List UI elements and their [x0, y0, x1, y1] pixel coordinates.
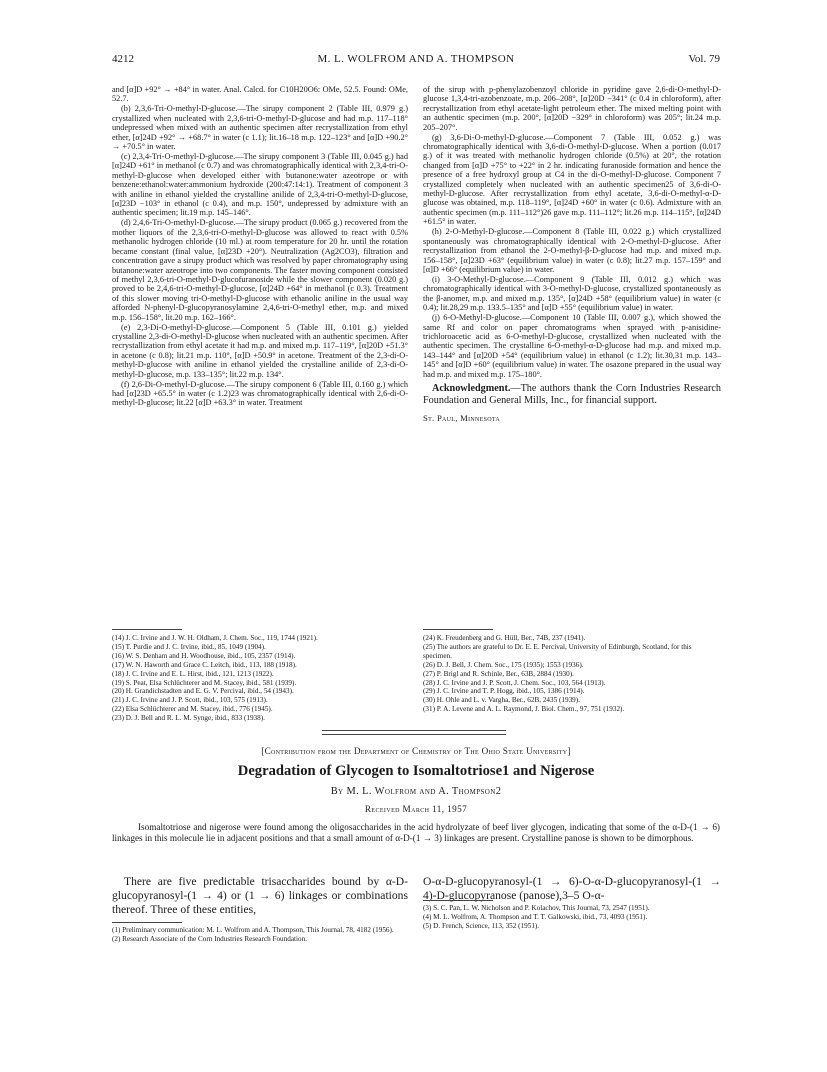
footnotes-left: [112, 634, 408, 723]
footnote: (4) M. L. Wolfrom, A. Thompson and T. T. Galkowski, ibid., 73, 4093 (1951).: [423, 912, 648, 921]
paragraph: (d) 2,4,6-Tri-O-methyl-D-glucose.—The sirupy product (0.065 g.) recovered from the mother liquors of the 2,3,6-tri-O-methyl-D-glucose was allowed to react with 0.5% methanolic hydrogen chloride (10 ml.) at room temperature for 20 hr. until the rotation became constant (final value, [α]23D +20°). Neutralization (Ag2CO3), filtration and concentration gave a sirupy product which was resolved by paper chromatography using butanone:water azeotrope into two components. The faster moving component consisted of methyl 2,3,6-tri-O-methyl-D-glucofuranoside while the slower component (0.020 g.) proved to be 2,4,6-tri-O-methyl-D-glucose, [α]24D +64° in methanol (c 0.3). Treatment of this slower moving tri-O-methyl-D-glucose with ethanolic aniline in the usual way afforded N-phenyl-D-glucopyranosylamine 2,4,6-tri-O-methyl ether, m.p. and mixed m.p. 156–158°, lit.20 m.p. 162–166°.: [112, 218, 408, 322]
acknowledgment-heading: Acknowledgment.: [432, 382, 511, 394]
paragraph: (g) 3,6-Di-O-methyl-D-glucose.—Component 7 (Table III, 0.052 g.) was chromatographically identical with 3,6-di-O-methyl-D-glucose. When a portion (0.017 g.) of it was treated with methanolic hydrogen chloride (0.5%) at 20°, the rotation changed from [α]D +75° to +22° in 2 hr. indicating furanoside formation and hence the presence of a free hydroxyl group at C4 in the di-O-methyl-D-glucose. Component 7 crystallized completely when nucleated with an authentic specimen25 of 3,6-di-O-methyl-D-glucose. After recrystallization from ethyl acetate, 3,6-di-O-methyl-α-D-glucose was obtained, m.p. 118–119°, [α]24D +60° in water (c 0.6). Admixture with an authentic specimen (m.p. 111–112°)26 gave m.p. 111–112°; lit.26 m.p. 114–115°, [α]24D +61.5° in water.: [423, 132, 721, 227]
footnote: (25) The authors are grateful to Dr. E. E. Percival, University of Edinburgh, Scotland, for this specimen.: [423, 642, 692, 660]
footnote: (21) J. C. Irvine and J. P. Scott, ibid., 103, 575 (1913).: [112, 696, 268, 705]
section-divider: [322, 730, 506, 735]
contribution-line: [Contribution from the Department of Chemistry of The Ohio State University]: [261, 746, 571, 756]
paragraph: (e) 2,3-Di-O-methyl-D-glucose.—Component 5 (Table III, 0.101 g.) yielded crystalline 2,3-di-O-methyl-D-glucose when nucleated with an authentic specimen. After recrystallization from ethyl acetate it had m.p. and mixed m.p. 117–119°, [α]20D +51.3° in acetone (c 0.8); lit.21 m.p. 110°, [α]D +50.9° in acetone. Treatment of the 2,3-di-O-methyl-D-glucose with aniline in ethanol yielded the crystalline anilide of 2,3-di-O-methyl-D-glucose, m.p. 133–135°; lit.22 m.p. 134°.: [112, 322, 408, 379]
article-authors: By M. L. Wolfrom and A. Thompson2: [330, 786, 502, 797]
paragraph: and [α]D +92° → +84° in water. Anal. Calcd. for C10H20O6: OMe, 52.5. Found: OMe, 52.7.: [112, 85, 408, 104]
footnote: (1) Preliminary communication: M. L. Wolfrom and A. Thompson, This Journal, 78, 4182 (1956).: [112, 926, 394, 934]
footnote-rule: [423, 629, 493, 630]
received-date: Received March 11, 1957: [364, 804, 468, 814]
footnote: (3) S. C. Pan, L. W. Nicholson and P. Kolachov, This Journal, 73, 2547 (1951).: [423, 904, 650, 912]
paragraph: (h) 2-O-Methyl-D-glucose.—Component 8 (Table III, 0.022 g.) which crystallized spontaneously was chromatographically identical with 2-O-methyl-D-glucose. After recrystallization from ethanol the 2-O-methyl-β-D-glucose had m.p. and mixed m.p. 156–158°, [α]23D +63° (equilibrium value) in water (c 0.8); lit.27 m.p. 157–159° and [α]D +66° (equilibrium value) in water.: [423, 227, 721, 274]
footnote: (29) J. C. Irvine and T. P. Hogg, ibid., 105, 1386 (1914).: [423, 687, 585, 696]
footnote: (20) H. Grandichstadten and E. G. V. Percival, ibid., 54 (1943).: [112, 687, 294, 696]
acknowledgment-text: —The authors thank the Corn Industries Research Foundation and General Mills, Inc., for financial support.: [423, 382, 721, 406]
paragraph: (i) 3-O-Methyl-D-glucose.—Component 9 (Table III, 0.012 g.) which was chromatographically identical with 3-O-methyl-D-glucose, crystallized spontaneously as the β-anomer, m.p. and mixed m.p. 135°, [α]24D +58° (equilibrium value) in water (c 0.4); lit.28,29 m.p. 133.5–135° and [α]D +55° (equilibrium value) in water.: [423, 274, 721, 313]
footnote: (2) Research Associate of the Corn Industries Research Foundation.: [112, 934, 308, 943]
footnote: (5) D. French, Science, 113, 352 (1951).: [423, 921, 540, 930]
footnote-rule: [423, 900, 493, 901]
footnote: (22) Elsa Schlüchterer and M. Stacey, ibid., 776 (1945).: [112, 705, 273, 714]
body-text-left: There are five predictable trisaccharides bound by α-D-glucopyranosyl-(1 → 4) or (1 → 6) linkages or combinations thereof. Three of these entities,: [112, 875, 408, 916]
article-title: Degradation of Glycogen to Isomaltotriose1 and Nigerose: [237, 763, 595, 779]
abstract: Isomaltotriose and nigerose were found among the oligosaccharides in the acid hydrolyzate of beef liver glycogen, indicating that some of the α-D-(1 → 6) linkages in this molecule lie in adjacent positions and that a small amount of α-D-(1 → 3) linkages are present. Crystalline panose is shown to be dimorphous.: [112, 822, 720, 843]
running-title: M. L. WOLFROM AND A. THOMPSON: [317, 53, 515, 65]
running-header: [112, 53, 720, 69]
body-text-right: O-α-D-glucopyranosyl-(1 → 6)-O-α-D-glucopyranosyl-(1 → 4)-D-glucopyranose (panose),3–5 O-α-: [423, 875, 721, 902]
place-line: St. Paul, Minnesota: [423, 412, 501, 423]
footnote: (17) W. N. Haworth and Grace C. Leitch, ibid., 113, 188 (1918).: [112, 660, 297, 669]
paragraph: of the sirup with p-phenylazobenzoyl chloride in pyridine gave 2,6-di-O-methyl-D-glucose 1,3,4-tri-azobenzoate, m.p. 206–208°, [α]20D −341° (c 0.4 in chloroform), after recrystallization from ethyl acetate-light petroleum ether. The mixed melting point with an authentic specimen (m.p. 200°, [α]20D −329° in chloroform) was 205°; lit.24 m.p. 205–207°.: [423, 85, 721, 132]
page-number: 4212: [112, 53, 134, 65]
volume-label: Vol. 79: [688, 53, 720, 65]
paragraph: (j) 6-O-Methyl-D-glucose.—Component 10 (Table III, 0.007 g.), which showed the same Rf and color on paper chromatograms when sprayed with p-anisidine-trichloroacetic acid as 6-O-methyl-D-glucose, crystallized when nucleated with the authentic specimen. The crystalline 6-O-methyl-α-D-glucose had m.p. and mixed m.p. 143–144° and [α]20D +54° (equilibrium value) in ethanol (c 1.2); lit.30,31 m.p. 143–145° and [α]D +60° (equilibrium value) in water. The osazone prepared in the usual way had m.p. and mixed m.p. 175–180°.: [423, 313, 721, 379]
left-text-column: [112, 85, 408, 408]
article-footnotes-left: [112, 926, 408, 944]
footnote: (18) J. C. Irvine and E. L. Hirst, ibid., 121, 1213 (1922).: [112, 669, 274, 678]
right-text-column: [423, 85, 721, 424]
footnote: (26) D. J. Bell, J. Chem. Soc., 175 (1935); 1553 (1936).: [423, 660, 584, 669]
footnote: (27) P. Brigl and R. Schinle, Ber., 63B, 2884 (1930).: [423, 669, 574, 678]
paragraph: (c) 2,3,4-Tri-O-methyl-D-glucose.—The sirupy component 3 (Table III, 0.045 g.) had [α]24D +61° in methanol (c 0.7) and was chromatographically identical with 2,3,4-tri-O-methyl-D-glucose when developed either with butanone:water azeotrope or with benzene:ethanol:water:ammonium hydroxide (200:47:14:1). Treatment of component 3 with aniline in ethanol yielded the crystalline anilide of 2,3,4-tri-O-methyl-D-glucose, [α]23D −103° in ethanol (c 0.4), and m.p. 150°, undepressed by admixture with an authentic specimen; lit.19 m.p. 145–146°.: [112, 152, 408, 218]
footnote: (31) P. A. Levene and A. L. Raymond, J. Biol. Chem., 97, 751 (1932).: [423, 705, 625, 714]
footnote: (30) H. Ohle and L. v. Vargha, Ber., 62B, 2435 (1939).: [423, 696, 580, 705]
article-footnotes-right: [423, 904, 721, 931]
footnote: (23) D. J. Bell and R. L. M. Synge, ibid., 833 (1938).: [112, 714, 265, 723]
acknowledgment: [423, 383, 721, 407]
footnote-rule: [112, 629, 182, 630]
footnote: (28) J. C. Irvine and J. P. Scott, J. Chem. Soc., 103, 564 (1913).: [423, 678, 606, 687]
paragraph: (b) 2,3,6-Tri-O-methyl-D-glucose.—The sirupy component 2 (Table III, 0.979 g.) crystallized when nucleated with 2,3,6-tri-O-methyl-D-glucose and had m.p. 117–118° undepressed when mixed with an authentic specimen after recrystallization from ethyl ether, [α]24D +92° → +68.7° in water (c 1.1); lit.16–18 m.p. 122–123° and [α]D +90.2° → +70.5° in water.: [112, 104, 408, 152]
footnote: (24) K. Freudenberg and G. Hüll, Ber., 74B, 237 (1941).: [423, 634, 586, 642]
footnote-rule: [112, 922, 182, 923]
footnote: (15) T. Purdie and J. C. Irvine, ibid., 85, 1049 (1904).: [112, 642, 266, 651]
paragraph: (f) 2,6-Di-O-methyl-D-glucose.—The sirupy component 6 (Table III, 0.160 g.) which had [α]23D +65.5° in water (c 1.2)23 was chromatographically identical with 2,6-di-O-methyl-D-glucose; lit.22 [α]D +63.3° in water. Treatment: [112, 379, 408, 408]
footnotes-right: [423, 634, 721, 714]
footnote: (14) J. C. Irvine and J. W. H. Oldham, J. Chem. Soc., 119, 1744 (1921).: [112, 634, 318, 642]
footnote: (19) S. Peat, Elsa Schlüchterer and M. Stacey, ibid., 581 (1939).: [112, 678, 297, 687]
footnote: (16) W. S. Denham and H. Woodhouse, ibid., 105, 2357 (1914).: [112, 651, 296, 660]
